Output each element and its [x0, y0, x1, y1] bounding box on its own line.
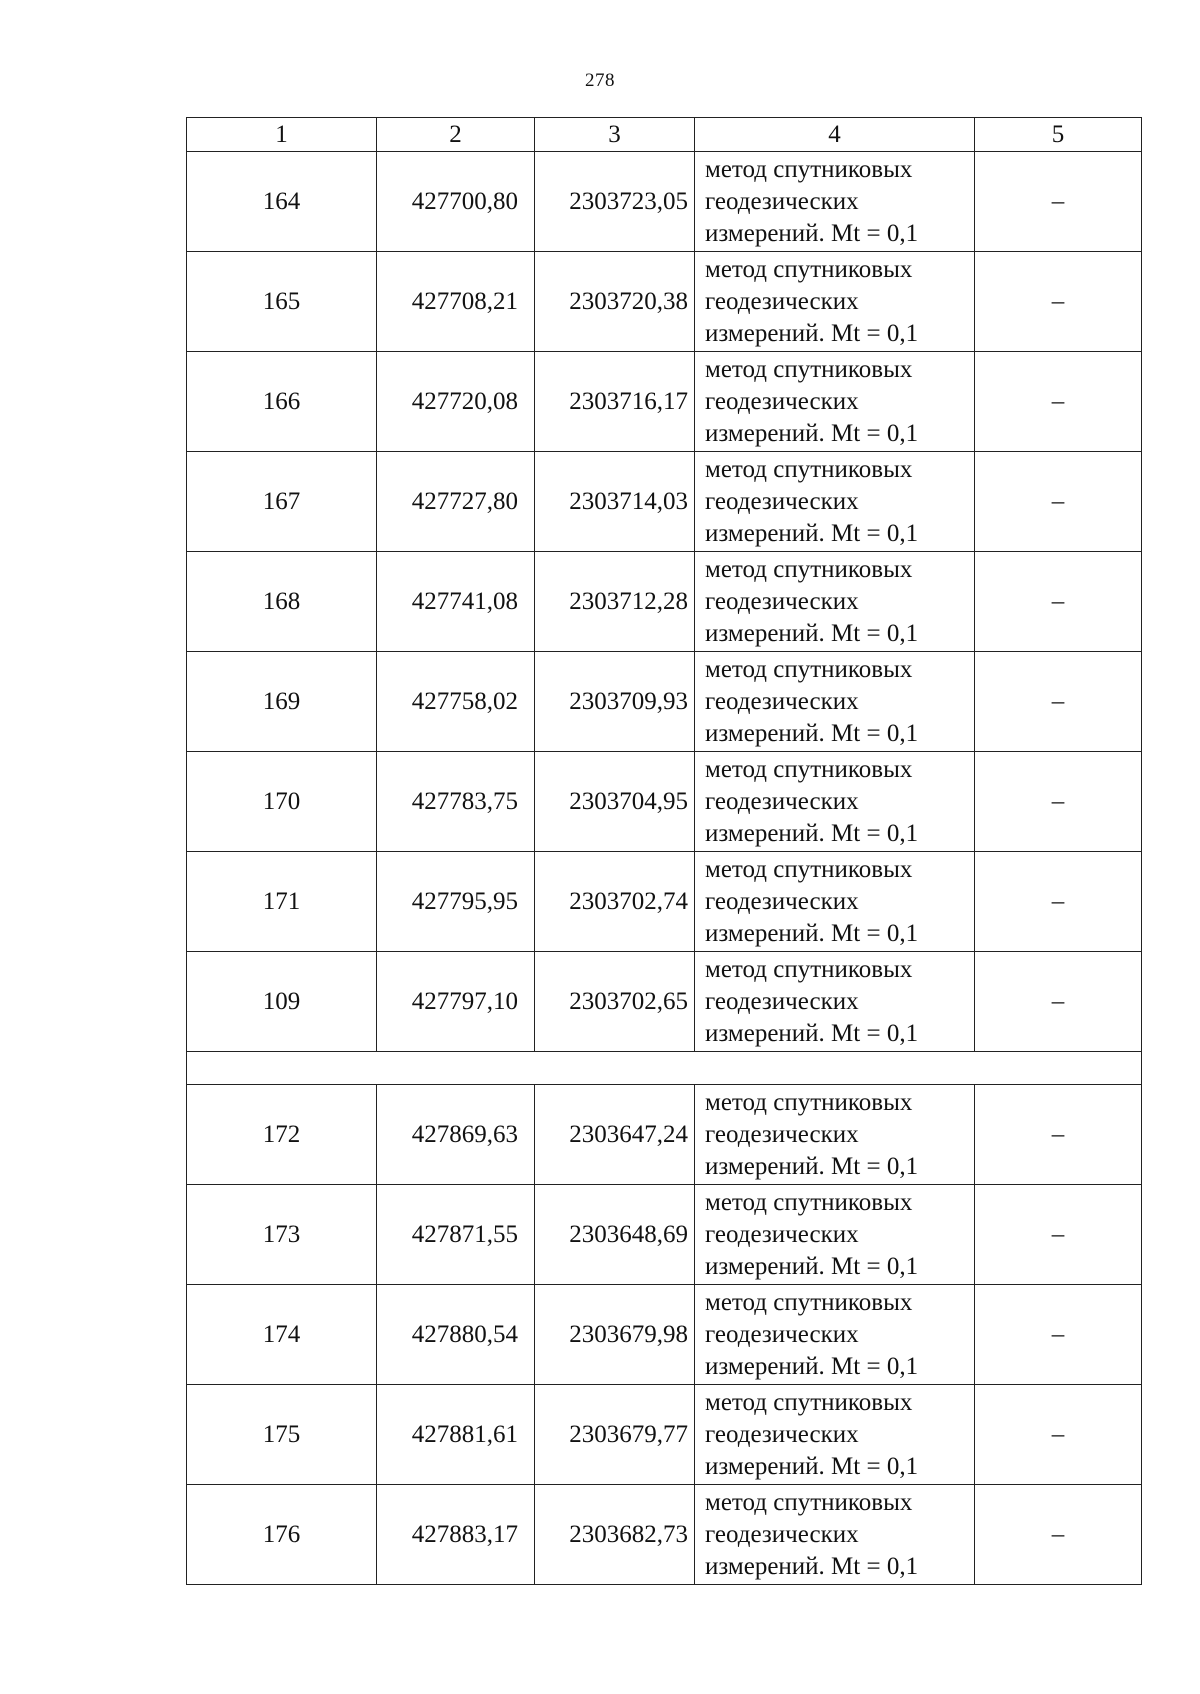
note-cell: –: [975, 552, 1142, 652]
coordinate-x: 427871,55: [377, 1185, 535, 1285]
method-line: измерений. Mt = 0,1: [705, 719, 919, 747]
coordinate-y: 2303720,38: [535, 252, 695, 352]
coordinate-y: 2303714,03: [535, 452, 695, 552]
point-number: 166: [187, 352, 377, 452]
method-line: метод спутниковых: [705, 1188, 913, 1216]
note-cell: –: [975, 152, 1142, 252]
note-cell: –: [975, 252, 1142, 352]
coordinate-x: 427880,54: [377, 1285, 535, 1385]
method-cell: [695, 752, 975, 852]
method-line: геодезических: [705, 1120, 859, 1148]
coordinate-y: 2303679,98: [535, 1285, 695, 1385]
coordinate-x: 427727,80: [377, 452, 535, 552]
coordinate-y: 2303679,77: [535, 1385, 695, 1485]
coordinate-x: 427720,08: [377, 352, 535, 452]
table-row: [187, 352, 1142, 452]
note-cell: –: [975, 1285, 1142, 1385]
table-row: [187, 852, 1142, 952]
method-cell: [695, 152, 975, 252]
note-cell: –: [975, 652, 1142, 752]
method-line: геодезических: [705, 1520, 859, 1548]
table-row: [187, 1185, 1142, 1285]
point-number: 172: [187, 1085, 377, 1185]
method-cell: [695, 352, 975, 452]
method-line: геодезических: [705, 787, 859, 815]
method-cell: [695, 1485, 975, 1585]
table-row: [187, 1385, 1142, 1485]
coordinate-y: 2303702,65: [535, 952, 695, 1052]
method-cell: [695, 1185, 975, 1285]
method-line: геодезических: [705, 587, 859, 615]
method-line: метод спутниковых: [705, 1388, 913, 1416]
coordinates-table: [186, 117, 1142, 1585]
method-line: измерений. Mt = 0,1: [705, 1452, 919, 1480]
table-row: [187, 1085, 1142, 1185]
coordinate-x: 427700,80: [377, 152, 535, 252]
point-number: 169: [187, 652, 377, 752]
note-cell: –: [975, 352, 1142, 452]
coordinate-y: 2303716,17: [535, 352, 695, 452]
point-number: 109: [187, 952, 377, 1052]
method-line: метод спутниковых: [705, 155, 913, 183]
method-cell: [695, 552, 975, 652]
table-row: [187, 1485, 1142, 1585]
method-line: геодезических: [705, 1420, 859, 1448]
point-number: 167: [187, 452, 377, 552]
coordinate-y: 2303704,95: [535, 752, 695, 852]
table-body: [187, 152, 1142, 1585]
table-row: [187, 1285, 1142, 1385]
point-number: 175: [187, 1385, 377, 1485]
separator-cell: [187, 1052, 1142, 1085]
point-number: 173: [187, 1185, 377, 1285]
note-cell: –: [975, 1485, 1142, 1585]
method-cell: [695, 252, 975, 352]
table-row: [187, 152, 1142, 252]
method-line: измерений. Mt = 0,1: [705, 219, 919, 247]
point-number: 165: [187, 252, 377, 352]
method-cell: [695, 652, 975, 752]
method-line: измерений. Mt = 0,1: [705, 1352, 919, 1380]
note-cell: –: [975, 1385, 1142, 1485]
column-header: 2: [377, 118, 535, 152]
point-number: 176: [187, 1485, 377, 1585]
method-line: измерений. Mt = 0,1: [705, 1252, 919, 1280]
method-line: измерений. Mt = 0,1: [705, 619, 919, 647]
column-header: 5: [975, 118, 1142, 152]
method-line: метод спутниковых: [705, 1288, 913, 1316]
method-line: измерений. Mt = 0,1: [705, 519, 919, 547]
coordinate-x: 427869,63: [377, 1085, 535, 1185]
table-row: [187, 452, 1142, 552]
method-line: измерений. Mt = 0,1: [705, 319, 919, 347]
point-number: 171: [187, 852, 377, 952]
note-cell: –: [975, 1185, 1142, 1285]
coordinate-y: 2303709,93: [535, 652, 695, 752]
coordinate-y: 2303647,24: [535, 1085, 695, 1185]
coordinate-y: 2303723,05: [535, 152, 695, 252]
column-header: 3: [535, 118, 695, 152]
coordinate-x: 427708,21: [377, 252, 535, 352]
note-cell: –: [975, 1085, 1142, 1185]
method-line: измерений. Mt = 0,1: [705, 819, 919, 847]
point-number: 168: [187, 552, 377, 652]
header-row: [187, 118, 1142, 152]
method-cell: [695, 852, 975, 952]
method-line: метод спутниковых: [705, 555, 913, 583]
coordinate-x: 427797,10: [377, 952, 535, 1052]
note-cell: –: [975, 952, 1142, 1052]
coordinate-x: 427795,95: [377, 852, 535, 952]
page-number: 278: [585, 70, 615, 91]
method-cell: [695, 952, 975, 1052]
separator-row: [187, 1052, 1142, 1085]
method-line: метод спутниковых: [705, 655, 913, 683]
note-cell: –: [975, 852, 1142, 952]
method-line: геодезических: [705, 487, 859, 515]
method-line: метод спутниковых: [705, 755, 913, 783]
method-line: измерений. Mt = 0,1: [705, 1552, 919, 1580]
method-line: геодезических: [705, 1220, 859, 1248]
method-line: измерений. Mt = 0,1: [705, 419, 919, 447]
coordinate-x: 427758,02: [377, 652, 535, 752]
table-row: [187, 652, 1142, 752]
method-line: метод спутниковых: [705, 455, 913, 483]
coordinate-y: 2303702,74: [535, 852, 695, 952]
method-cell: [695, 1385, 975, 1485]
method-line: геодезических: [705, 287, 859, 315]
method-line: метод спутниковых: [705, 1488, 913, 1516]
method-cell: [695, 1085, 975, 1185]
table-row: [187, 252, 1142, 352]
method-line: измерений. Mt = 0,1: [705, 1152, 919, 1180]
method-line: метод спутниковых: [705, 1088, 913, 1116]
method-line: измерений. Mt = 0,1: [705, 919, 919, 947]
method-line: метод спутниковых: [705, 855, 913, 883]
note-cell: –: [975, 752, 1142, 852]
method-cell: [695, 1285, 975, 1385]
method-line: геодезических: [705, 687, 859, 715]
note-cell: –: [975, 452, 1142, 552]
table-row: [187, 552, 1142, 652]
coordinate-y: 2303648,69: [535, 1185, 695, 1285]
coordinate-x: 427741,08: [377, 552, 535, 652]
coordinate-x: 427783,75: [377, 752, 535, 852]
coordinate-y: 2303682,73: [535, 1485, 695, 1585]
method-line: геодезических: [705, 887, 859, 915]
method-cell: [695, 452, 975, 552]
method-line: геодезических: [705, 1320, 859, 1348]
point-number: 170: [187, 752, 377, 852]
table-row: [187, 752, 1142, 852]
method-line: геодезических: [705, 187, 859, 215]
method-line: метод спутниковых: [705, 255, 913, 283]
column-header: 1: [187, 118, 377, 152]
coordinate-x: 427883,17: [377, 1485, 535, 1585]
method-line: геодезических: [705, 987, 859, 1015]
table-row: [187, 952, 1142, 1052]
method-line: метод спутниковых: [705, 355, 913, 383]
method-line: геодезических: [705, 387, 859, 415]
coordinate-x: 427881,61: [377, 1385, 535, 1485]
coordinate-y: 2303712,28: [535, 552, 695, 652]
point-number: 174: [187, 1285, 377, 1385]
method-line: метод спутниковых: [705, 955, 913, 983]
column-header: 4: [695, 118, 975, 152]
method-line: измерений. Mt = 0,1: [705, 1019, 919, 1047]
point-number: 164: [187, 152, 377, 252]
